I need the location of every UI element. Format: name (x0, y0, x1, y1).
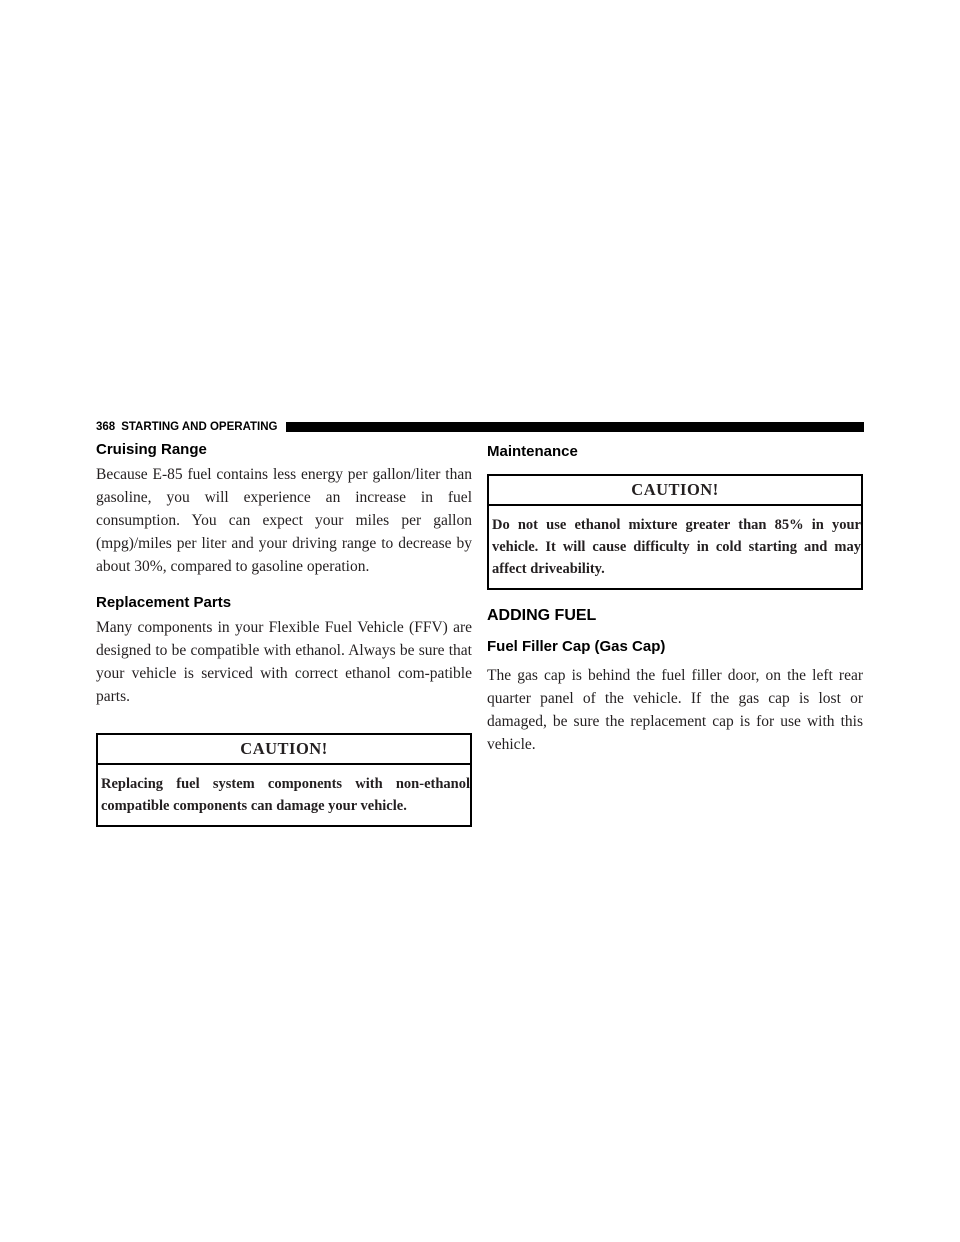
cruising-range-heading: Cruising Range (96, 441, 207, 458)
caution-text: Replacing fuel system components with non-ethanol compatible components can damage your vehicle. (101, 776, 470, 814)
replacement-parts-heading: Replacement Parts (96, 594, 232, 611)
adding-fuel-heading: ADDING FUEL (487, 607, 597, 624)
caution-box-maintenance (487, 474, 863, 590)
left-column (96, 441, 472, 827)
page-number: 368 (96, 421, 116, 433)
replacement-parts-text: Many components in your Flexible Fuel Vehicle (FFV) are designed to be compatible with ethanol. Always be sure that your vehicle is serviced with correct ethanol com-patible parts. (96, 619, 472, 705)
cruising-range-text: Because E-85 fuel contains less energy per gallon/liter than gasoline, you will experience an increase in fuel consumption. You can expect your miles per gallon (mpg)/miles per liter and your driving range to decrease by about 30%, compared to gasoline operation. (96, 466, 472, 575)
page-header (96, 420, 864, 434)
fuel-filler-cap-text: The gas cap is behind the fuel filler door, on the left rear quarter panel of the vehicle. If the gas cap is lost or damaged, be sure the replacement cap is for use with this vehicle. (487, 667, 863, 753)
caution-box-parts (96, 733, 472, 827)
maintenance-heading: Maintenance (487, 443, 578, 460)
section-title: STARTING AND OPERATING (121, 421, 278, 433)
caution-title: CAUTION! (98, 735, 470, 765)
caution-text: Do not use ethanol mixture greater than 85% in your vehicle. It will cause difficulty in cold starting and may affect driveability. (492, 517, 861, 577)
fuel-filler-cap-heading: Fuel Filler Cap (Gas Cap) (487, 638, 666, 655)
caution-title: CAUTION! (489, 476, 861, 506)
right-column (487, 441, 863, 756)
header-rule (286, 422, 865, 432)
